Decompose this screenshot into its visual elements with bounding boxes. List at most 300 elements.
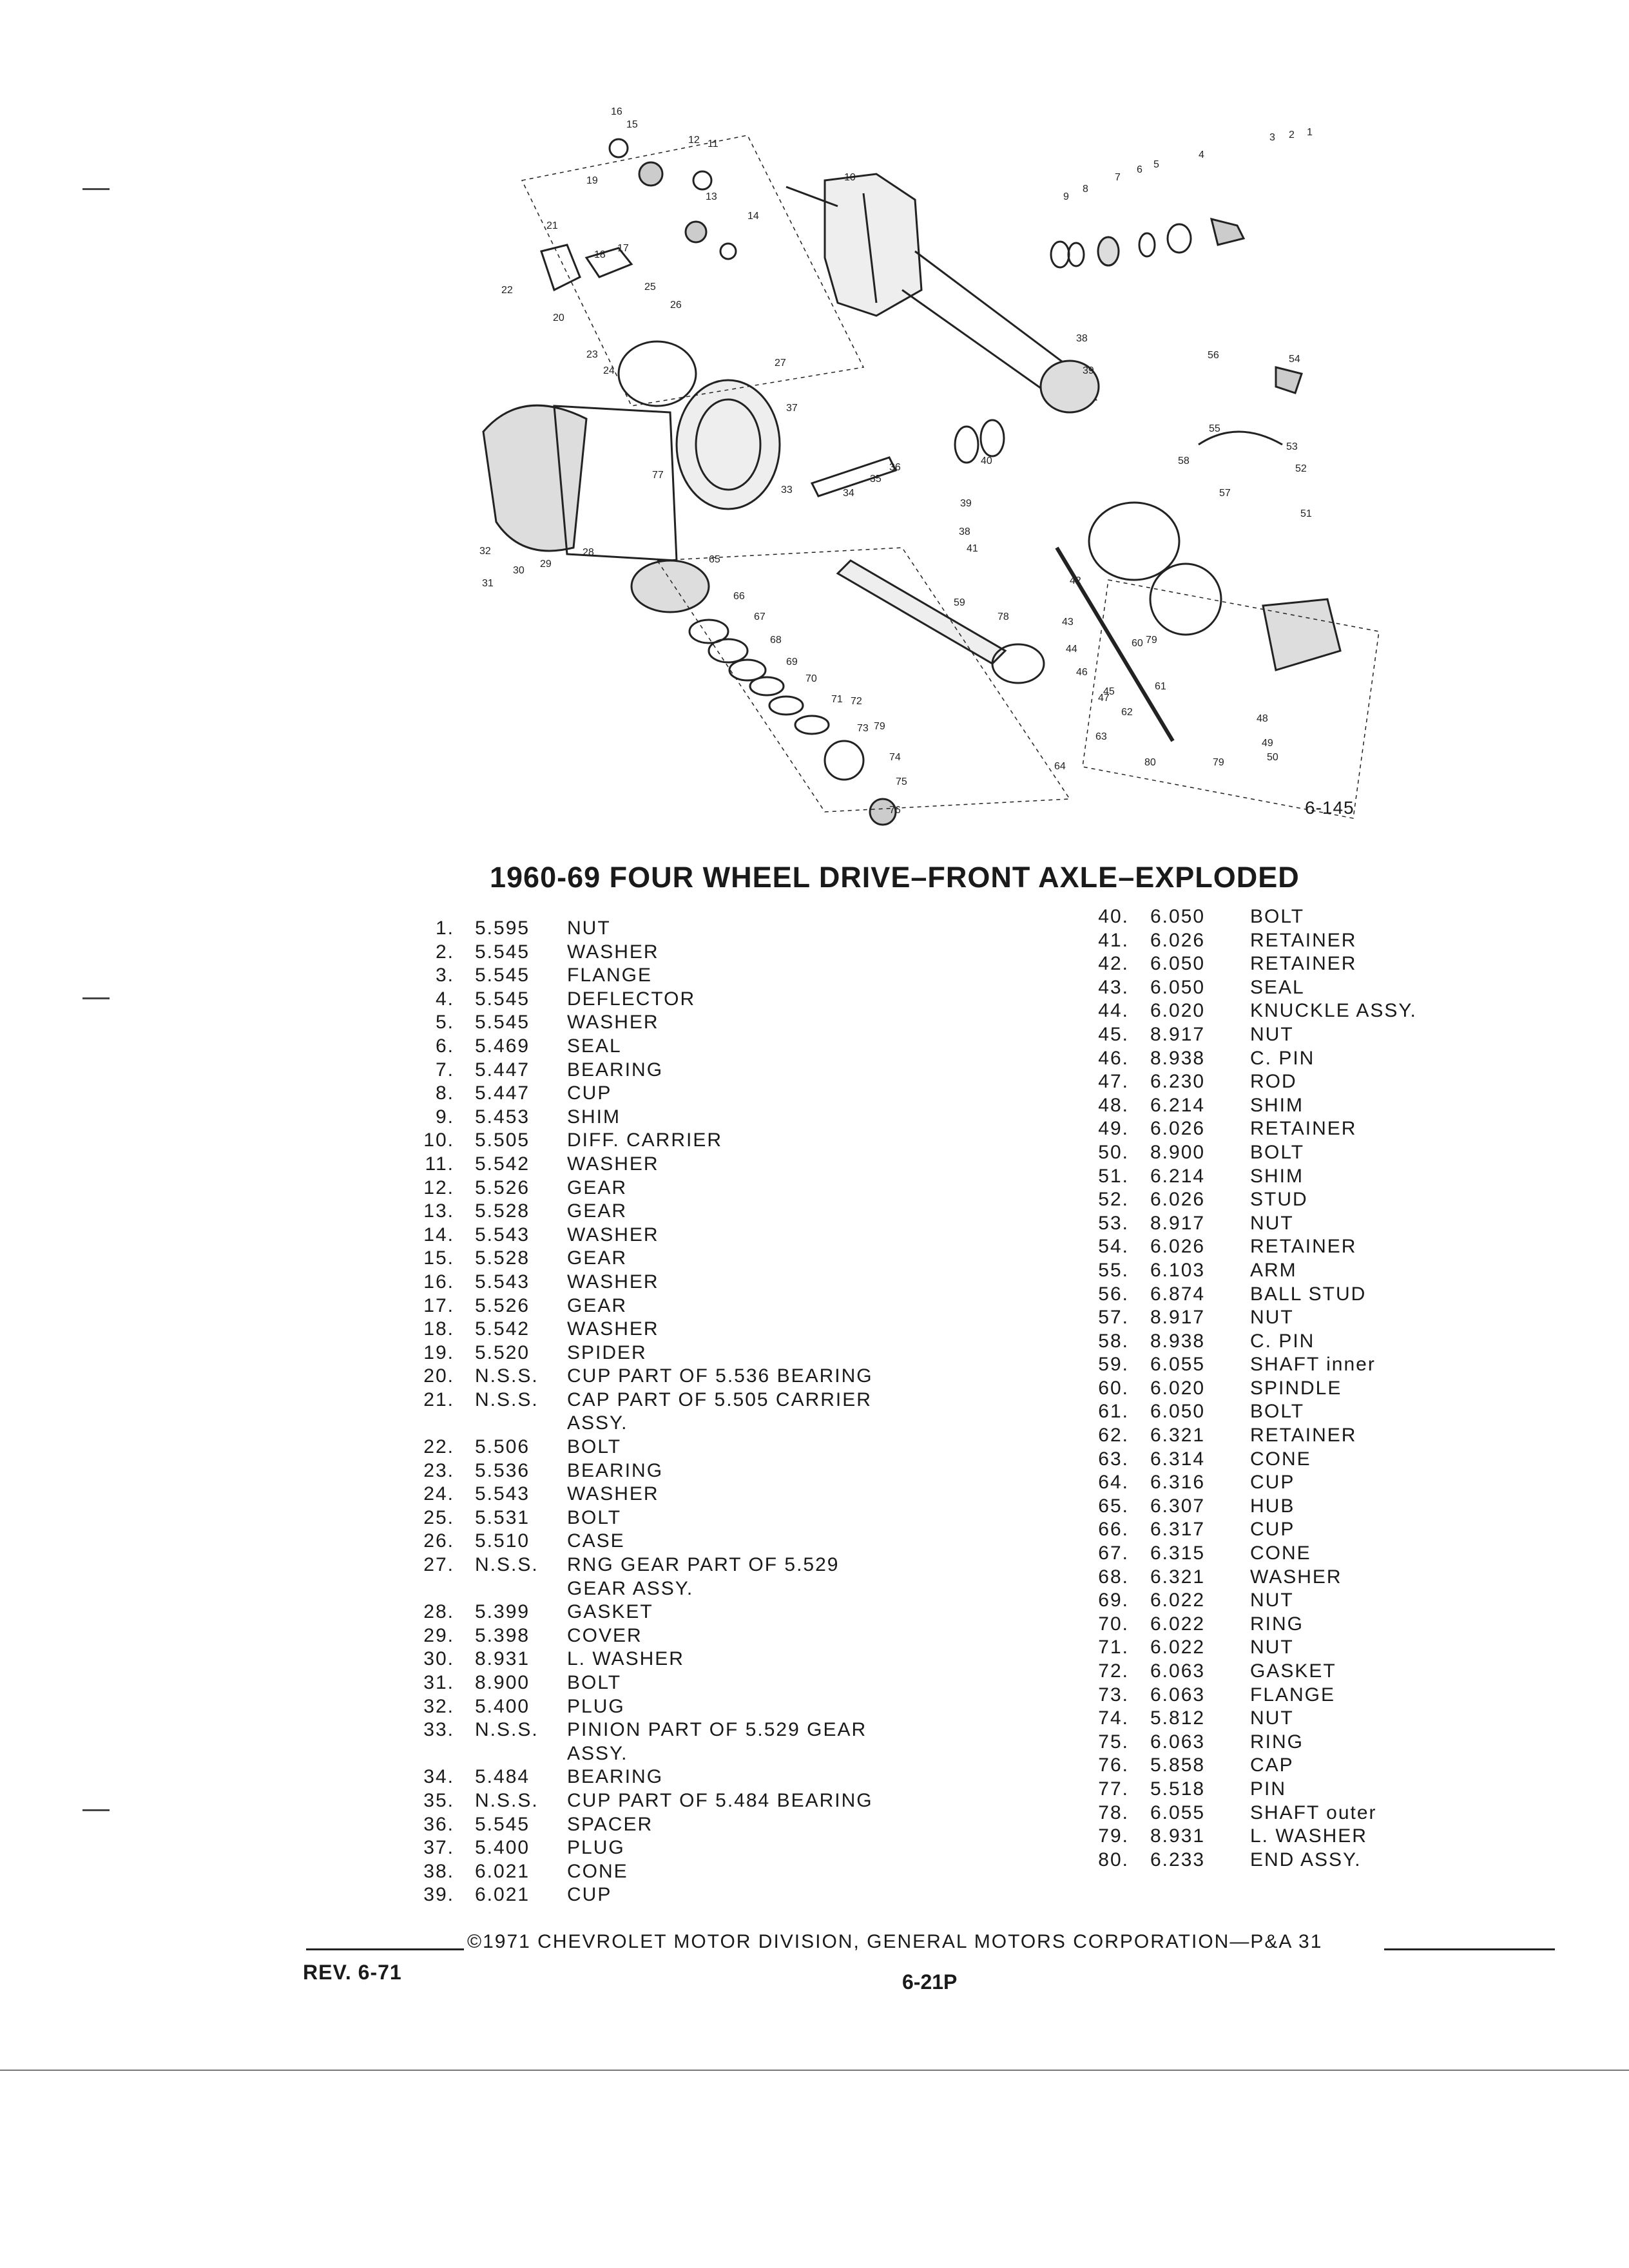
part-description: NUT [1250,1307,1294,1329]
part-number: 25. [423,1506,454,1528]
part-number: 77. [1098,1778,1129,1800]
part-number: 20. [423,1365,454,1387]
svg-text:17: 17 [617,243,629,254]
part-description: BALL STUD [1250,1283,1367,1305]
part-code: 5.542 [475,1318,530,1340]
part-description: L. WASHER [567,1648,684,1670]
part-code: 6.317 [1150,1519,1206,1541]
figure-number: 6-145 [1305,798,1354,818]
part-row [412,988,696,1012]
svg-text:22: 22 [501,285,513,296]
svg-text:9: 9 [1063,191,1069,202]
part-description: CUP [1250,1519,1295,1541]
part-code: 5.545 [475,965,530,986]
part-code: 5.520 [475,1341,530,1363]
part-number: 50. [1098,1141,1129,1163]
part-row [412,1530,693,1553]
svg-text:65: 65 [709,554,720,565]
svg-text:10: 10 [844,172,856,183]
part-row [412,941,693,965]
part-row [412,1153,693,1177]
part-description: NUT [1250,1212,1294,1234]
svg-text:60: 60 [1132,638,1143,649]
part-description: BOLT [1250,906,1305,927]
copyright-line: ©1971 CHEVROLET MOTOR DIVISION, GENERAL MOTORS CORPORATION—P&A 31 [467,1931,1323,1952]
svg-text:53: 53 [1286,441,1298,452]
part-code: 5.400 [475,1695,530,1717]
svg-text:1: 1 [1307,127,1313,138]
svg-text:2: 2 [1289,130,1295,140]
svg-text:68: 68 [770,635,782,646]
part-number: 43. [1098,976,1129,998]
part-code: 6.026 [1150,1236,1206,1258]
part-description: CUP [1250,1472,1295,1494]
part-number: 73. [1098,1684,1129,1706]
part-code: 6.315 [1150,1542,1206,1564]
part-code: 6.050 [1150,906,1206,927]
svg-text:46: 46 [1076,667,1088,678]
part-number: 56. [1098,1283,1129,1305]
part-row [412,1177,693,1200]
part-number: 67. [1098,1542,1129,1564]
part-number: 41. [1098,929,1129,951]
svg-text:35: 35 [870,474,882,485]
part-code: 8.917 [1150,1023,1206,1045]
svg-text:24: 24 [603,365,615,376]
svg-text:31: 31 [482,578,494,589]
part-description: CONE [567,1860,628,1882]
svg-text:43: 43 [1062,617,1074,628]
part-description: BOLT [567,1672,622,1693]
part-description: NUT [1250,1023,1294,1045]
part-code: 5.398 [475,1624,530,1646]
part-number: 64. [1098,1472,1129,1494]
part-code: 8.931 [475,1648,530,1670]
part-code: 5.469 [475,1035,530,1057]
part-code: 6.020 [1150,1000,1206,1022]
part-code: 6.314 [1150,1448,1206,1470]
part-number: 58. [1098,1330,1129,1352]
part-description: ARM [1250,1259,1297,1281]
part-description: KNUCKLE ASSY. [1250,1000,1417,1022]
svg-text:21: 21 [546,220,558,231]
part-number: 61. [1098,1401,1129,1423]
part-number: 9. [435,1106,454,1128]
svg-text:75: 75 [896,776,907,787]
part-code: 6.230 [1150,1071,1206,1093]
part-number: 8. [435,1082,454,1104]
exploded-axle-diagram [425,97,1379,844]
svg-text:3: 3 [1269,132,1275,143]
part-description-continued: ASSY. [567,1742,628,1764]
part-description: CAP PART OF 5.505 CARRIER [567,1389,872,1410]
part-description: L. WASHER [1250,1825,1367,1847]
part-row [412,1059,693,1082]
part-number: 55. [1098,1259,1129,1281]
part-code: 6.021 [475,1860,530,1882]
svg-text:79: 79 [1213,757,1224,768]
part-description: CASE [567,1530,625,1552]
part-number: 6. [435,1035,454,1057]
svg-text:34: 34 [843,488,854,499]
part-row [412,1718,867,1742]
revision-label: REV. 6-71 [303,1961,402,1984]
part-code: 6.063 [1150,1660,1206,1682]
svg-text:51: 51 [1300,508,1312,519]
part-number: 38. [423,1860,454,1882]
part-row [412,1648,693,1671]
svg-text:26: 26 [670,300,682,311]
part-row [412,1695,693,1719]
part-description: FLANGE [1250,1684,1336,1706]
part-description: BEARING [567,1766,664,1788]
part-description-continued: GEAR ASSY. [567,1577,694,1599]
part-code: 8.900 [1150,1141,1206,1163]
part-description: ROD [1250,1071,1297,1093]
part-number: 21. [423,1389,454,1410]
part-description: RNG GEAR PART OF 5.529 [567,1554,840,1576]
part-code: 5.447 [475,1082,530,1104]
svg-text:79: 79 [1146,635,1157,646]
part-number: 32. [423,1695,454,1717]
part-row [412,1836,693,1860]
part-number: 1. [435,918,454,939]
part-number: 16. [423,1271,454,1293]
svg-text:15: 15 [626,119,638,130]
part-description: RING [1250,1731,1304,1753]
part-number: 26. [423,1530,454,1552]
part-row [412,1671,693,1695]
part-code: 5.542 [475,1153,530,1175]
svg-text:62: 62 [1121,707,1133,718]
svg-text:38: 38 [1076,333,1088,344]
part-description: WASHER [567,1153,659,1175]
part-number: 28. [423,1601,454,1623]
part-description: CUP [567,1082,612,1104]
part-code: N.S.S. [475,1389,539,1410]
part-code: 8.900 [475,1672,530,1693]
part-number: 33. [423,1719,454,1741]
part-code: 6.214 [1150,1165,1206,1187]
part-row [412,1883,693,1907]
part-description: BOLT [1250,1401,1305,1423]
part-description: WASHER [567,1483,659,1505]
part-number: 14. [423,1224,454,1245]
part-description: GASKET [1250,1660,1336,1682]
part-row [412,1341,693,1365]
part-description: STUD [1250,1189,1308,1211]
part-code: 5.506 [475,1436,530,1458]
part-description: GEAR [567,1294,628,1316]
part-code: 5.543 [475,1271,530,1293]
svg-text:27: 27 [775,358,786,369]
part-row [412,964,693,988]
part-code: 5.526 [475,1177,530,1198]
part-code: 8.938 [1150,1047,1206,1069]
part-number: 40. [1098,906,1129,927]
part-description: WASHER [567,1012,659,1033]
part-row [412,1813,693,1837]
part-code: 5.526 [475,1294,530,1316]
page-title: 1960-69 FOUR WHEEL DRIVE–FRONT AXLE–EXPLODED [490,861,1300,894]
part-description: CONE [1250,1448,1311,1470]
part-number: 57. [1098,1307,1129,1329]
svg-text:11: 11 [708,139,718,149]
svg-text:7: 7 [1115,172,1121,183]
part-description: RETAINER [1250,1118,1357,1140]
margin-mark [82,1809,110,1811]
part-number: 35. [423,1789,454,1811]
part-code: 6.214 [1150,1094,1206,1116]
part-description: BOLT [567,1436,622,1458]
part-code: N.S.S. [475,1365,539,1387]
part-description: END ASSY. [1250,1849,1362,1870]
part-description: SHAFT outer [1250,1802,1377,1823]
part-description: NUT [1250,1637,1294,1658]
part-row [412,1294,693,1318]
part-row [412,1035,693,1059]
svg-text:16: 16 [611,106,622,117]
part-description: GASKET [567,1601,653,1623]
part-description: CAP [1250,1754,1294,1776]
part-row [412,1860,693,1884]
part-code: 5.536 [475,1459,530,1481]
svg-text:55: 55 [1209,423,1220,434]
svg-text:29: 29 [540,559,552,570]
svg-text:20: 20 [553,312,564,323]
svg-text:23: 23 [586,349,598,360]
part-description: NUT [1250,1590,1294,1611]
part-number: 53. [1098,1212,1129,1234]
part-number: 13. [423,1200,454,1222]
part-description: FLANGE [567,965,653,986]
part-number: 68. [1098,1566,1129,1588]
part-description: HUB [1250,1495,1295,1517]
part-number: 75. [1098,1731,1129,1753]
part-description: C. PIN [1250,1047,1315,1069]
part-description: SEAL [567,1035,622,1057]
part-number: 80. [1098,1849,1129,1870]
svg-text:61: 61 [1155,681,1166,692]
part-row [412,1318,693,1341]
part-row [412,1436,693,1459]
svg-text:40: 40 [981,456,992,466]
part-number: 29. [423,1624,454,1646]
part-code: 5.484 [475,1766,530,1788]
svg-text:19: 19 [586,175,598,186]
part-description: RETAINER [1250,1236,1357,1258]
svg-text:36: 36 [889,462,901,473]
part-row [412,1365,873,1389]
part-number: 31. [423,1672,454,1693]
svg-text:18: 18 [594,249,606,260]
part-number: 70. [1098,1613,1129,1635]
part-number: 79. [1098,1825,1129,1847]
part-number: 7. [435,1059,454,1081]
svg-text:58: 58 [1178,456,1190,466]
part-code: 5.528 [475,1200,530,1222]
part-code: 6.026 [1150,1118,1206,1140]
part-description: SEAL [1250,976,1305,998]
part-code: 6.063 [1150,1731,1206,1753]
part-description: PIN [1250,1778,1287,1800]
part-code: 6.021 [475,1884,530,1906]
part-row [412,1082,693,1106]
part-code: 6.103 [1150,1259,1206,1281]
part-description: CUP PART OF 5.536 BEARING [567,1365,873,1387]
part-number: 63. [1098,1448,1129,1470]
part-description: RETAINER [1250,1425,1357,1446]
part-description: CONE [1250,1542,1311,1564]
part-number: 23. [423,1459,454,1481]
part-code: 6.055 [1150,1802,1206,1823]
part-description: WASHER [567,941,659,963]
part-row [412,1389,872,1412]
part-number: 51. [1098,1165,1129,1187]
svg-text:77: 77 [652,470,664,481]
part-code: 8.938 [1150,1330,1206,1352]
part-description: WASHER [1250,1566,1342,1588]
part-number: 47. [1098,1071,1129,1093]
part-description: WASHER [567,1271,659,1293]
svg-text:28: 28 [583,547,594,558]
part-code: 8.917 [1150,1212,1206,1234]
part-code: 6.050 [1150,976,1206,998]
part-row [412,1765,693,1789]
part-code: 5.528 [475,1247,530,1269]
part-description: CUP PART OF 5.484 BEARING [567,1789,873,1811]
part-row [412,1459,693,1483]
part-number: 4. [435,988,454,1010]
part-code: 5.545 [475,988,530,1010]
part-description: BOLT [567,1506,622,1528]
svg-text:41: 41 [967,543,978,554]
part-code: N.S.S. [475,1789,539,1811]
part-code: 5.399 [475,1601,530,1623]
part-code: 5.812 [1150,1707,1206,1729]
part-number: 48. [1098,1094,1129,1116]
svg-text:67: 67 [754,611,766,622]
svg-text:38: 38 [959,526,970,537]
svg-text:30: 30 [513,565,525,576]
part-number: 10. [423,1129,454,1151]
part-number: 3. [435,965,454,986]
part-code: 6.063 [1150,1684,1206,1706]
part-description: SHIM [567,1106,621,1128]
svg-text:39: 39 [1083,365,1094,376]
part-code: 5.531 [475,1506,530,1528]
svg-text:80: 80 [1144,757,1156,768]
part-code: 6.050 [1150,1401,1206,1423]
part-number: 24. [423,1483,454,1505]
svg-text:79: 79 [874,721,885,732]
part-code: 5.505 [475,1129,530,1151]
svg-text:71: 71 [831,694,843,705]
part-number: 62. [1098,1425,1129,1446]
svg-text:57: 57 [1219,488,1231,499]
part-code: 5.400 [475,1837,530,1859]
part-number: 42. [1098,953,1129,975]
footer-rule-right [1384,1948,1555,1950]
part-number: 76. [1098,1754,1129,1776]
part-code: 8.917 [1150,1307,1206,1329]
part-description: DIFF. CARRIER [567,1129,723,1151]
part-description: GEAR [567,1200,628,1222]
part-code: 5.858 [1150,1754,1206,1776]
svg-text:76: 76 [889,805,901,816]
part-number: 52. [1098,1189,1129,1211]
part-description: GEAR [567,1177,628,1198]
part-description: BOLT [1250,1141,1305,1163]
svg-text:59: 59 [954,597,965,608]
part-number: 65. [1098,1495,1129,1517]
part-description: PLUG [567,1837,625,1859]
svg-text:56: 56 [1208,350,1219,361]
part-number: 12. [423,1177,454,1198]
parts-list-left [412,917,873,1907]
part-description: RING [1250,1613,1304,1635]
part-number: 54. [1098,1236,1129,1258]
part-code: N.S.S. [475,1719,539,1741]
part-code: 6.026 [1150,1189,1206,1211]
part-description: SPIDER [567,1341,647,1363]
part-description-continued: ASSY. [567,1412,628,1434]
part-description: SHAFT inner [1250,1354,1376,1376]
svg-text:6: 6 [1137,164,1142,175]
part-row [412,1789,873,1813]
part-code: 5.595 [475,918,530,939]
svg-text:33: 33 [781,485,793,495]
part-description: NUT [1250,1707,1294,1729]
part-code: 6.022 [1150,1613,1206,1635]
part-number: 2. [435,941,454,963]
margin-mark [82,997,110,999]
svg-text:64: 64 [1054,761,1066,772]
part-number: 27. [423,1554,454,1576]
part-code: 5.518 [1150,1778,1206,1800]
svg-text:39: 39 [960,498,972,509]
svg-text:5: 5 [1153,159,1159,170]
part-number: 69. [1098,1590,1129,1611]
part-number: 45. [1098,1023,1129,1045]
part-row [412,1224,693,1247]
part-description: GEAR [567,1247,628,1269]
svg-text:70: 70 [805,673,817,684]
svg-text:72: 72 [851,696,862,707]
part-code: 6.022 [1150,1637,1206,1658]
part-code: 5.545 [475,1813,530,1835]
svg-text:13: 13 [706,191,717,202]
part-number: 44. [1098,1000,1129,1022]
svg-text:4: 4 [1199,149,1204,160]
svg-text:45: 45 [1103,686,1115,697]
part-number: 34. [423,1766,454,1788]
part-row [412,1200,693,1224]
svg-text:44: 44 [1066,644,1077,655]
part-description: BEARING [567,1059,664,1081]
page-number: 6-21P [902,1970,958,1994]
part-number: 37. [423,1837,454,1859]
svg-text:73: 73 [857,723,869,734]
part-description: PLUG [567,1695,625,1717]
part-code: 6.020 [1150,1377,1206,1399]
part-code: 5.447 [475,1059,530,1081]
svg-text:54: 54 [1289,354,1300,365]
part-number: 78. [1098,1802,1129,1823]
part-description: WASHER [567,1224,659,1245]
part-row [412,1624,693,1648]
part-description: BEARING [567,1459,664,1481]
